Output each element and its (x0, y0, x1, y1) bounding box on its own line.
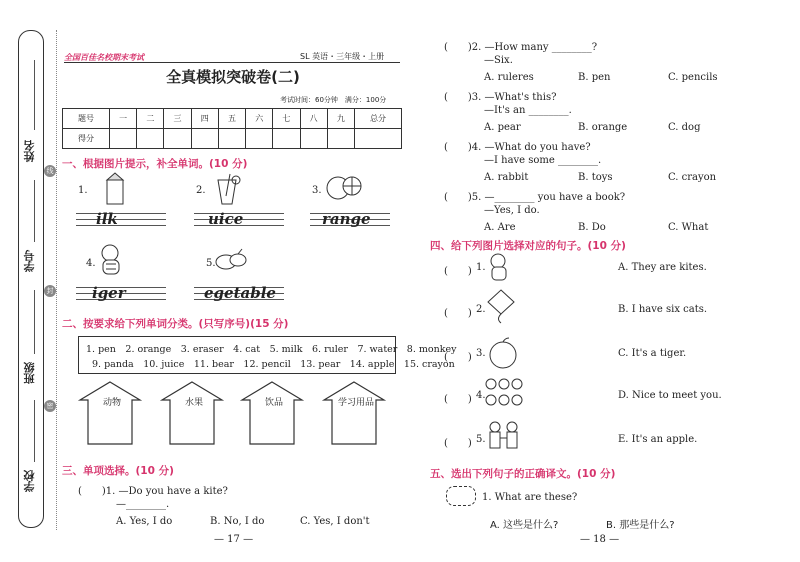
score-header-cell: 九 (327, 109, 354, 129)
score-cell[interactable] (137, 129, 164, 149)
picture-num: 4. (476, 390, 486, 401)
score-header-cell: 总分 (354, 109, 401, 129)
word-fill: ilk (96, 210, 118, 228)
option[interactable]: B. pen (578, 72, 611, 83)
word-fill: iger (92, 284, 126, 302)
student-no-label: 学号 (23, 250, 36, 272)
student-no-line (34, 180, 35, 242)
cut-line (56, 30, 57, 530)
sentence-option: A. They are kites. (618, 262, 707, 273)
school-label: 学校 (23, 470, 36, 492)
juice-glass-picture (212, 172, 242, 206)
score-header-row (63, 109, 402, 129)
seal-dot-1: 线 (44, 165, 56, 177)
question-stem: ( )4. —What do you have? (444, 142, 591, 153)
sentence-option: C. It's a tiger. (618, 348, 687, 359)
score-header-cell: 题号 (63, 109, 110, 129)
house-label: 动物 (102, 398, 121, 408)
score-cell[interactable] (164, 129, 191, 149)
house-label: 水果 (184, 398, 203, 408)
score-header-cell: 四 (191, 109, 218, 129)
milk-carton-picture (104, 172, 126, 206)
binding-margin (18, 30, 44, 528)
answer-box[interactable] (446, 486, 476, 506)
word-item-num: 1. (78, 185, 88, 196)
class-line (34, 290, 35, 354)
series-label: 全国百佳名校期末考试 (64, 52, 144, 62)
score-cell[interactable] (327, 129, 354, 149)
score-cell[interactable] (300, 129, 327, 149)
score-cell[interactable] (246, 129, 273, 149)
score-header-cell: 八 (300, 109, 327, 129)
word-bank-row-2: 9. panda 10. juice 11. bear 12. pencil 13. pear 14. apple 15. crayon (92, 359, 455, 370)
score-header-cell: 二 (137, 109, 164, 129)
answer-bracket[interactable]: ( ) (444, 266, 472, 277)
exam-info: 考试时间：60分钟 满分：100分 (280, 96, 387, 104)
orange-picture (324, 172, 364, 202)
question-stem: ( )2. —How many ________? (444, 42, 598, 53)
picture-num: 1. (476, 262, 486, 273)
picture-num: 5. (476, 434, 486, 445)
option[interactable]: C. crayon (668, 172, 717, 183)
score-table (62, 108, 402, 149)
option[interactable]: A. 这些是什么? (490, 520, 559, 531)
word-item-num: 2. (196, 185, 206, 196)
score-header-cell: 六 (246, 109, 273, 129)
page-number-right: — 18 — (580, 534, 620, 545)
question-stem: 1. What are these? (482, 492, 578, 503)
answer-bracket[interactable]: ( ) (444, 438, 472, 449)
name-label: 姓名 (23, 140, 36, 162)
house-stationery (324, 382, 384, 444)
score-row (63, 129, 402, 149)
word-fill: egetable (204, 284, 276, 302)
seal-dot-2: 封 (44, 285, 56, 297)
question-line: —Yes, I do. (484, 205, 540, 216)
option[interactable]: A. rabbit (484, 172, 529, 183)
option[interactable]: C. pencils (668, 72, 718, 83)
page-title: 全真模拟突破卷(二) (166, 68, 300, 86)
score-header-cell: 三 (164, 109, 191, 129)
score-cell[interactable] (354, 129, 401, 149)
subject-label: SL 英语・三年级・上册 (300, 52, 385, 61)
class-label: 班级 (23, 362, 36, 384)
answer-blank: —________. (116, 499, 170, 510)
house-drinks (242, 382, 302, 444)
header-rule (64, 62, 400, 63)
word-item-num: 3. (312, 185, 322, 196)
option[interactable]: B. orange (578, 122, 628, 133)
score-cell[interactable] (191, 129, 218, 149)
vegetable-picture (214, 248, 248, 272)
category-houses (76, 380, 396, 450)
section-1-title: 一、根据图片提示，补全单词。(10 分) (62, 158, 248, 170)
house-label: 学习用品 (337, 398, 374, 408)
kite-picture (484, 288, 518, 324)
option[interactable]: A. pear (484, 122, 521, 133)
score-row-label: 得分 (63, 129, 110, 149)
score-header-cell: 一 (110, 109, 137, 129)
score-cell[interactable] (218, 129, 245, 149)
option[interactable]: B. Do (578, 222, 606, 233)
sentence-option: D. Nice to meet you. (618, 390, 722, 401)
children-greeting-picture (484, 420, 524, 456)
word-bank-row-1: 1. pen 2. orange 3. eraser 4. cat 5. milk 6. ruler 7. water 8. monkey (86, 344, 457, 355)
name-line (34, 60, 35, 130)
question-line: —I have some ________. (484, 155, 602, 166)
seal-dot-3: 密 (44, 400, 56, 412)
section-3-title: 三、单项选择。(10 分) (62, 465, 174, 477)
question-line: —It's an ________. (484, 105, 572, 116)
six-cats-picture (484, 376, 534, 410)
score-cell[interactable] (110, 129, 137, 149)
word-lines (76, 208, 166, 232)
option[interactable]: C. What (668, 222, 709, 233)
house-label: 饮品 (264, 398, 283, 408)
score-cell[interactable] (273, 129, 300, 149)
sentence-option: E. It's an apple. (618, 434, 698, 445)
option[interactable]: A. Yes, I do (116, 516, 173, 527)
word-item-num: 4. (86, 258, 96, 269)
answer-bracket[interactable]: ( ) (444, 308, 472, 319)
option[interactable]: B. No, I do (210, 516, 265, 527)
word-item-num: 5. (206, 258, 216, 269)
apple-picture (486, 336, 520, 370)
picture-num: 2. (476, 304, 486, 315)
option[interactable]: C. dog (668, 122, 701, 133)
score-header-cell: 五 (218, 109, 245, 129)
option[interactable]: B. 那些是什么? (606, 520, 675, 531)
question-stem: ( )1. —Do you have a kite? (78, 486, 228, 497)
question-stem: ( )3. —What's this? (444, 92, 557, 103)
tiger-picture (96, 242, 128, 276)
answer-bracket[interactable]: ( ) (444, 394, 472, 405)
option[interactable]: C. Yes, I don't (300, 516, 370, 527)
question-stem: ( )5. —________ you have a book? (444, 192, 626, 203)
house-fruits (162, 382, 222, 444)
option[interactable]: A. Are (484, 222, 516, 233)
option[interactable]: A. ruleres (484, 72, 534, 83)
school-line (34, 400, 35, 462)
question-line: —Six. (484, 55, 513, 66)
word-fill: range (322, 210, 371, 228)
word-fill: uice (208, 210, 244, 228)
option[interactable]: B. toys (578, 172, 613, 183)
section-4-title: 四、给下列图片选择对应的句子。(10 分) (430, 240, 626, 252)
house-animals (80, 382, 140, 444)
sentence-option: B. I have six cats. (618, 304, 708, 315)
answer-bracket[interactable]: ( ) (444, 352, 472, 363)
section-2-title: 二、按要求给下列单词分类。(只写序号)(15 分) (62, 318, 289, 330)
score-header-cell: 七 (273, 109, 300, 129)
picture-num: 3. (476, 348, 486, 359)
page-number-left: — 17 — (214, 534, 254, 545)
section-5-title: 五、选出下列句子的正确译文。(10 分) (430, 468, 616, 480)
tiger-picture (484, 252, 516, 282)
